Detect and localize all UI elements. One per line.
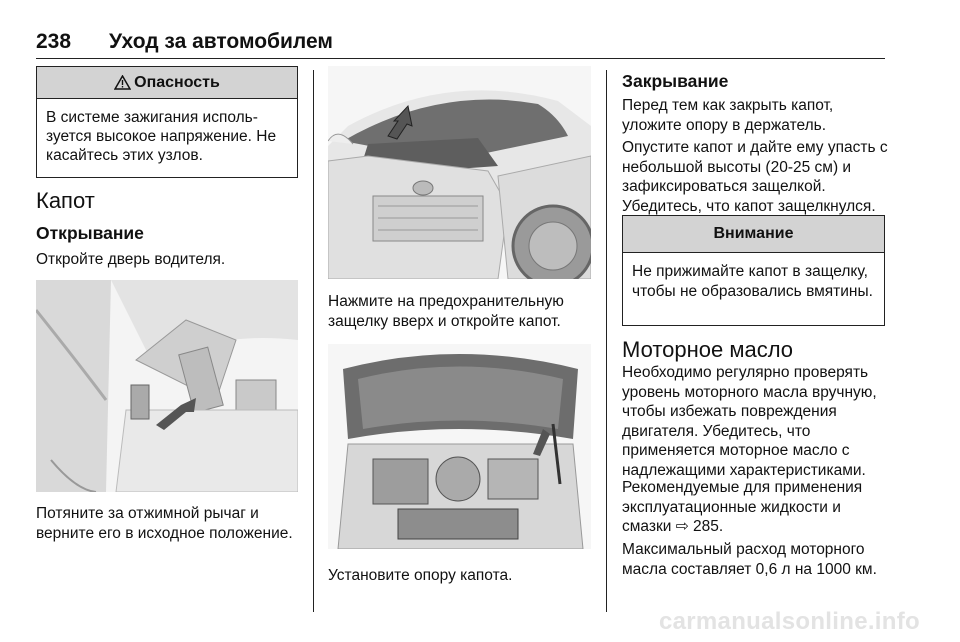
column-divider-1 — [313, 70, 314, 612]
closing-text-1: Перед тем как закрыть капот, уложите опору в держатель. — [622, 97, 834, 134]
page-number: 238 — [36, 30, 72, 53]
danger-box — [36, 66, 298, 178]
install-prop-text: Установите опору капота. — [328, 567, 513, 584]
warning-triangle-icon — [114, 75, 131, 90]
pull-lever-text: Потяните за отжимной рычаг и верните его в исходное положение. — [36, 505, 293, 542]
press-catch-text: Нажмите на предохранительную защелку вверх и откройте капот. — [328, 293, 564, 330]
closing-text-2: Опустите капот и дайте ему упасть с небольшой высоты (20-25 см) и зафиксироваться защелкой. Убедитесь, что капот защелкнулся. — [622, 139, 888, 215]
header-divider — [36, 58, 885, 59]
open-door-text: Откройте дверь водителя. — [36, 251, 226, 268]
page-title: Уход за автомобилем — [109, 30, 333, 53]
engine-bay-prop-illustration — [328, 344, 591, 549]
car-hood-latch-illustration — [328, 66, 591, 279]
danger-header — [37, 67, 297, 99]
oil-text-1: Необходимо регулярно проверять уровень моторного масла вручную, чтобы избежать повреждения двигателя. Убедитесь, что применяется моторное масло с надлежащими характеристиками. — [622, 364, 877, 479]
closing-heading: Закрывание — [622, 71, 729, 91]
column-divider-2 — [606, 70, 607, 612]
attention-text: Не прижимайте капот в защелку, чтобы не образовались вмятины. — [632, 263, 873, 300]
engine-oil-heading: Моторное масло — [622, 337, 794, 362]
attention-header: Внимание — [623, 216, 884, 253]
oil-text-3: Максимальный расход моторного масла составляет 0,6 л на 1000 км. — [622, 541, 877, 578]
watermark: carmanualsonline.info — [658, 608, 920, 635]
danger-text: В системе зажигания исполь-зуется высокое напряжение. Не касайтесь этих узлов. — [46, 109, 277, 164]
attention-box — [622, 215, 885, 326]
danger-title: Опасность — [134, 73, 220, 91]
hood-heading: Капот — [36, 188, 95, 213]
opening-heading: Открывание — [36, 223, 144, 243]
hood-release-lever-illustration — [36, 280, 298, 492]
oil-text-2: Рекомендуемые для применения эксплуатационные жидкости и смазки ⇨ 285. — [622, 479, 863, 535]
